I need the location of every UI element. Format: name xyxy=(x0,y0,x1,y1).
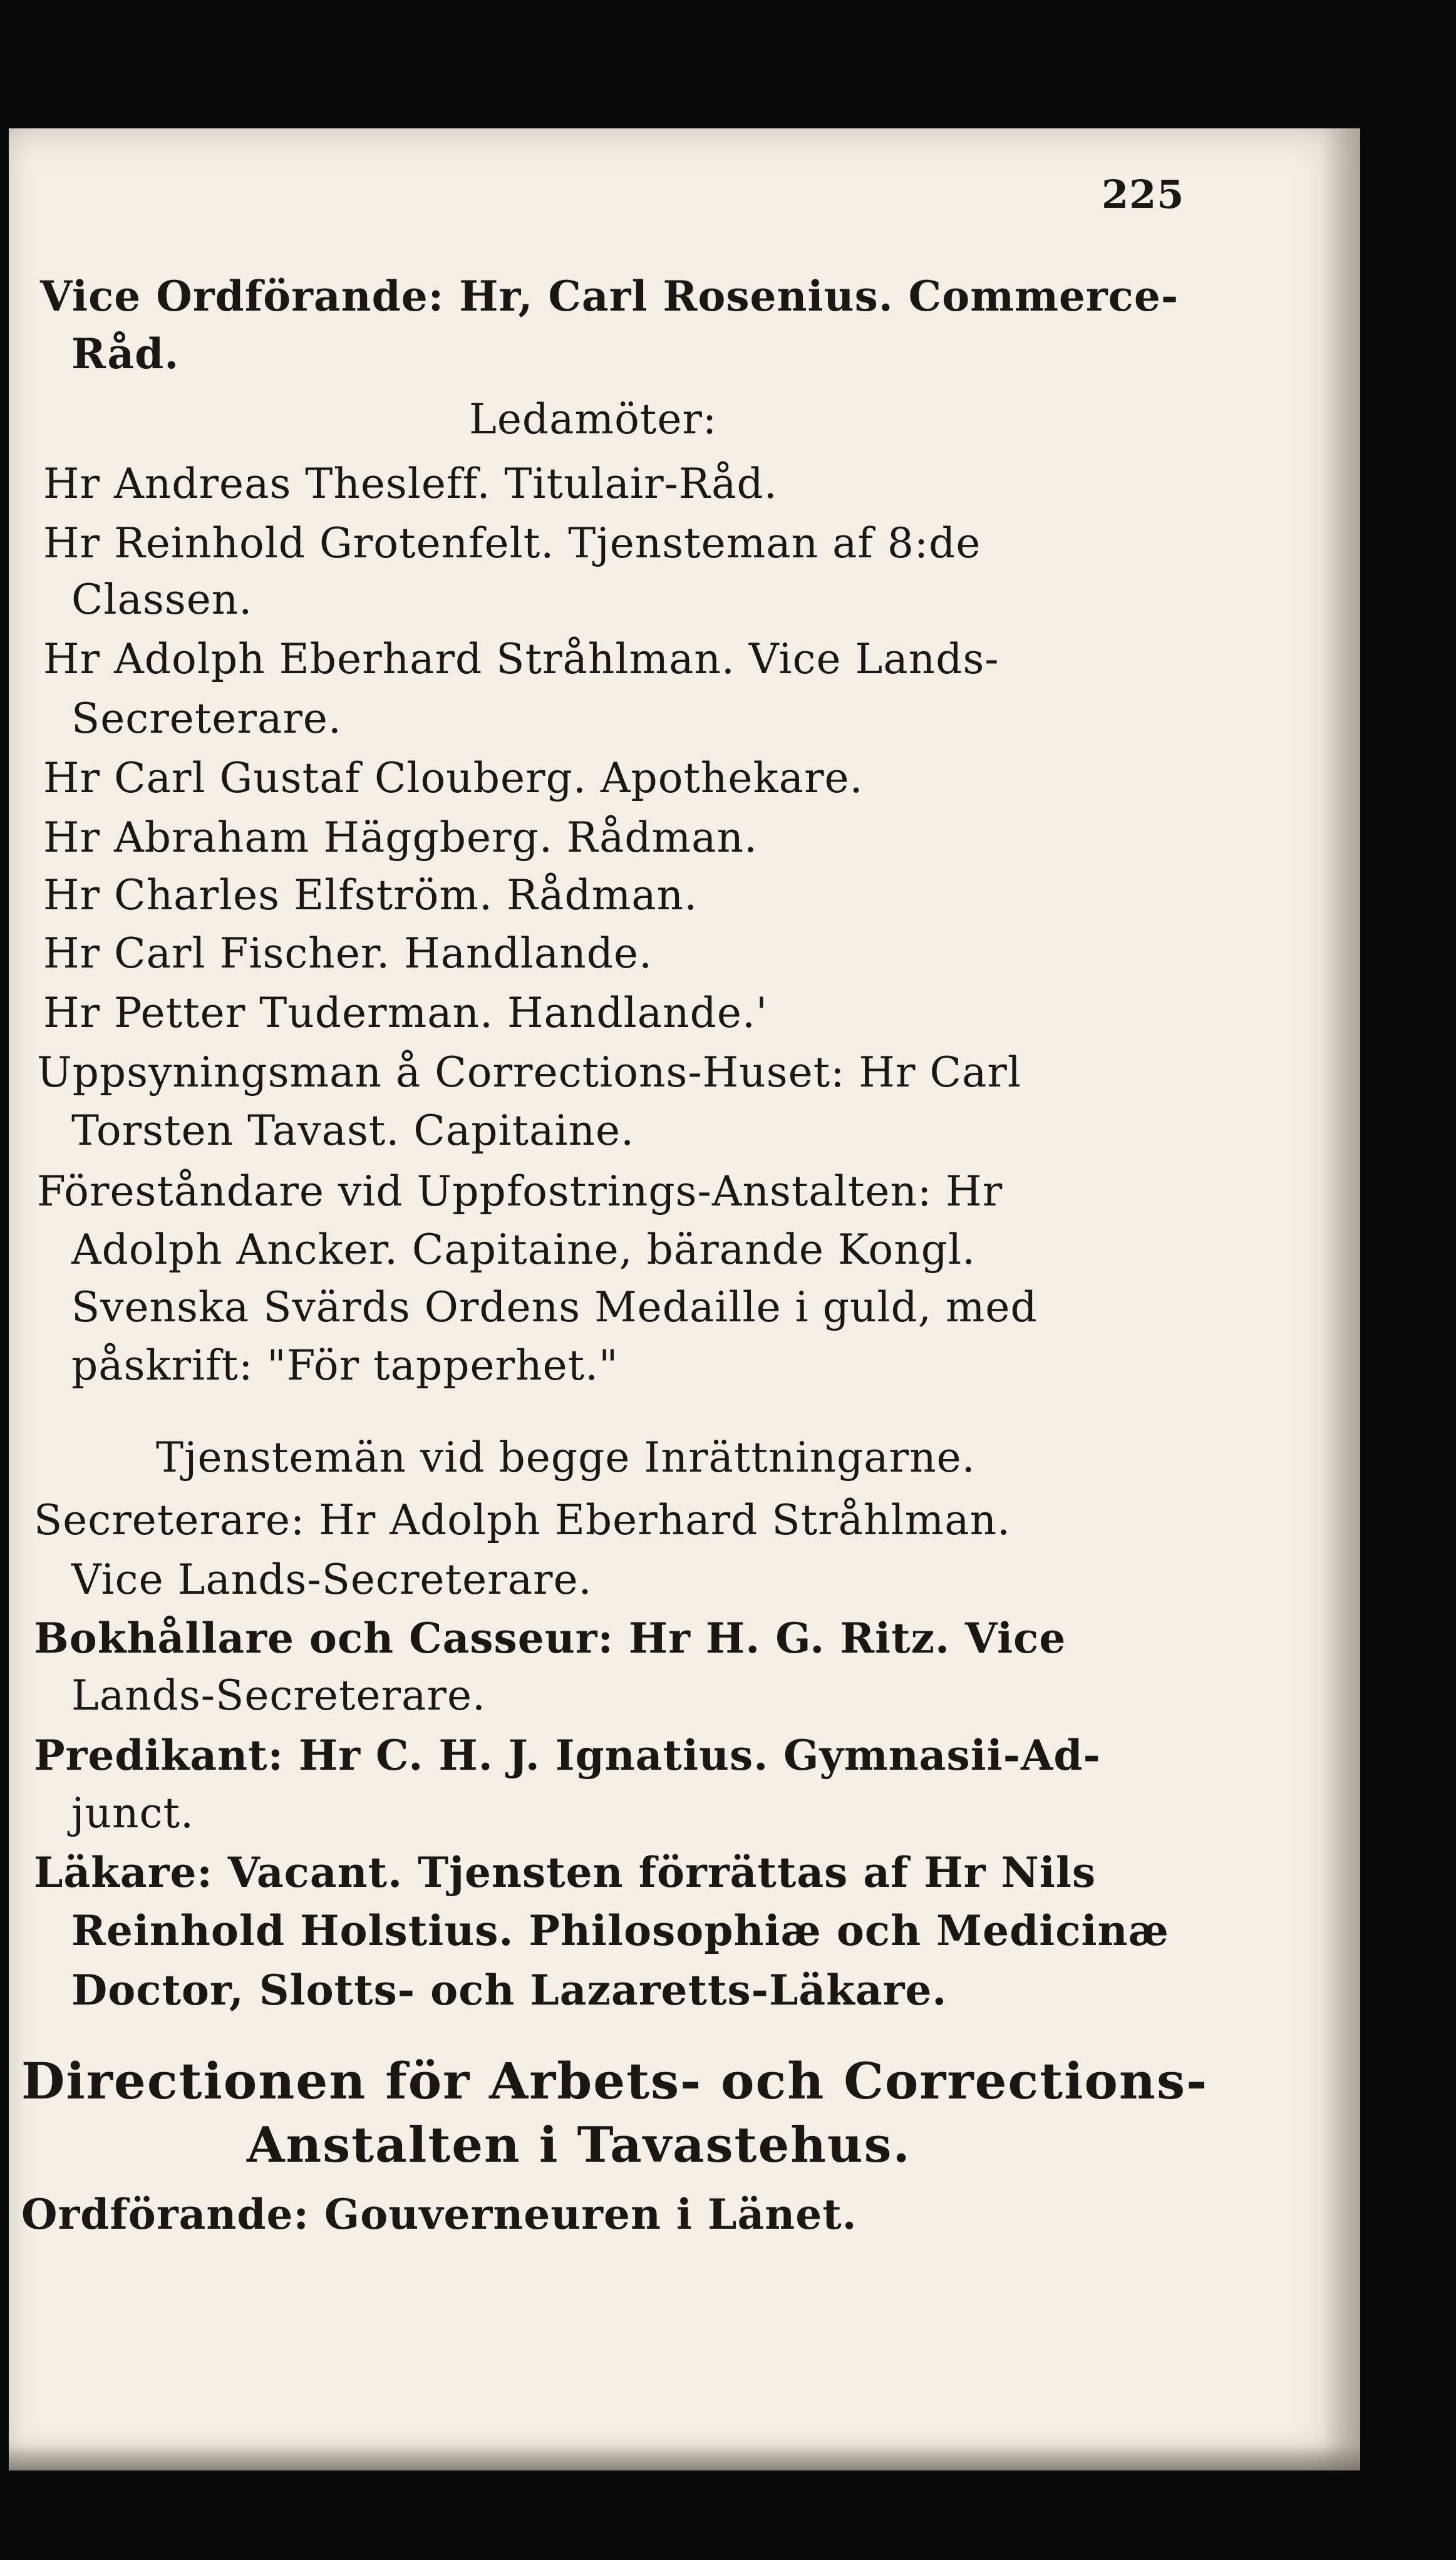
text-line: junct. xyxy=(71,1789,194,1837)
text-line: Föreståndare vid Uppfostrings-Anstalten: Hr xyxy=(37,1167,1003,1215)
text-line: Hr Charles Elfström. Rådman. xyxy=(43,871,698,919)
text-line: Hr Petter Tuderman. Handlande.' xyxy=(43,989,768,1037)
text-line: Hr Andreas Thesleff. Titulair-Råd. xyxy=(43,460,778,508)
text-line: Bokhållare och Casseur: Hr H. G. Ritz. Vice xyxy=(34,1614,1066,1663)
text-line: Vice Lands-Secreterare. xyxy=(71,1556,592,1604)
text-line: Hr Carl Fischer. Handlande. xyxy=(43,929,653,978)
page-number: 225 xyxy=(1102,172,1185,217)
text-line: Hr Abraham Häggberg. Rådman. xyxy=(43,813,758,862)
text-line: Secreterare: Hr Adolph Eberhard Stråhlman. xyxy=(34,1496,1011,1544)
book-page xyxy=(9,128,1360,2470)
text-line: Classen. xyxy=(71,575,253,624)
text-line: Ordförande: Gouverneuren i Länet. xyxy=(21,2190,857,2239)
page-text xyxy=(9,128,1360,2470)
text-line: Vice Ordförande: Hr, Carl Rosenius. Commerce- xyxy=(40,272,1179,321)
section-heading: Anstalten i Tavastehus. xyxy=(247,2117,911,2174)
section-heading: Directionen för Arbets- och Corrections- xyxy=(21,2052,1209,2110)
text-line: Torsten Tavast. Capitaine. xyxy=(71,1107,635,1155)
text-line: Doctor, Slotts- och Lazaretts-Läkare. xyxy=(71,1966,947,2015)
text-line: Reinhold Holstius. Philosophiæ och Medicinæ xyxy=(71,1906,1169,1955)
text-line: Secreterare. xyxy=(71,694,342,743)
text-line: påskrift: "För tapperhet." xyxy=(71,1341,619,1390)
section-heading: Tjenstemän vid begge Inrättningarne. xyxy=(156,1433,976,1482)
text-line: Svenska Svärds Ordens Medaille i guld, med xyxy=(71,1283,1038,1331)
section-heading: Ledamöter: xyxy=(469,395,718,443)
text-line: Hr Adolph Eberhard Stråhlman. Vice Lands- xyxy=(43,635,999,683)
text-line: Råd. xyxy=(71,329,180,378)
text-line: Hr Carl Gustaf Clouberg. Apothekare. xyxy=(43,754,864,802)
text-line: Hr Reinhold Grotenfelt. Tjensteman af 8:de xyxy=(43,519,981,567)
text-line: Lands-Secreterare. xyxy=(71,1671,487,1720)
text-line: Adolph Ancker. Capitaine, bärande Kongl. xyxy=(71,1226,976,1274)
text-line: Predikant: Hr C. H. J. Ignatius. Gymnasii-Ad- xyxy=(34,1731,1101,1780)
text-line: Läkare: Vacant. Tjensten förrättas af Hr Nils xyxy=(34,1848,1097,1897)
text-line: Uppsyningsman å Corrections-Huset: Hr Carl xyxy=(37,1048,1021,1097)
